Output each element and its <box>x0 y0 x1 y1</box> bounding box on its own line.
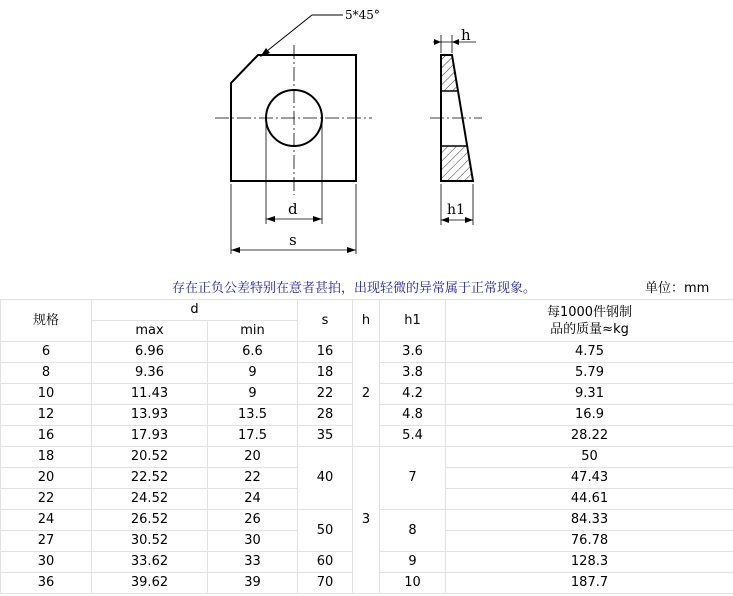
cell-s: 70 <box>298 573 353 594</box>
cell-spec: 27 <box>1 531 92 552</box>
cell-spec: 6 <box>1 342 92 363</box>
h1-label: h1 <box>447 202 465 218</box>
header-mass-line2: 品的质量≈kg <box>550 321 629 337</box>
cell-s: 50 <box>298 510 353 552</box>
cell-h1: 9 <box>380 552 446 573</box>
notice-bar <box>0 274 733 298</box>
unit-label: 单位：mm <box>645 281 710 296</box>
cell-h: 2 <box>353 342 380 447</box>
cell-spec: 30 <box>1 552 92 573</box>
header-s: s <box>298 300 353 342</box>
cell-mass: 76.78 <box>446 531 733 552</box>
cell-d-max: 22.52 <box>92 468 208 489</box>
cell-h1: 4.8 <box>380 405 446 426</box>
header-mass <box>446 300 733 342</box>
cell-h1: 5.4 <box>380 426 446 447</box>
h-arrow-right <box>452 39 459 45</box>
cell-spec: 24 <box>1 510 92 531</box>
cell-d-min: 24 <box>208 489 298 510</box>
cell-d-max: 20.52 <box>92 447 208 468</box>
table-row <box>1 342 733 363</box>
cell-s: 35 <box>298 426 353 447</box>
cell-d-max: 30.52 <box>92 531 208 552</box>
cell-d-min: 17.5 <box>208 426 298 447</box>
cell-s: 18 <box>298 363 353 384</box>
cell-mass: 5.79 <box>446 363 733 384</box>
cell-d-min: 26 <box>208 510 298 531</box>
s-arrow-right <box>347 247 356 253</box>
cell-s: 22 <box>298 384 353 405</box>
cell-d-max: 11.43 <box>92 384 208 405</box>
cell-d-min: 9 <box>208 384 298 405</box>
cell-d-min: 13.5 <box>208 405 298 426</box>
cell-d-max: 9.36 <box>92 363 208 384</box>
cell-d-min: 9 <box>208 363 298 384</box>
cell-mass: 28.22 <box>446 426 733 447</box>
cell-spec: 8 <box>1 363 92 384</box>
cell-d-max: 6.96 <box>92 342 208 363</box>
chamfer-label: 5*45° <box>345 8 380 22</box>
h-label: h <box>461 26 471 44</box>
d-arrow-right <box>313 216 322 222</box>
cell-mass: 128.3 <box>446 552 733 573</box>
header-spec: 规格 <box>1 300 92 342</box>
cell-spec: 10 <box>1 384 92 405</box>
header-d-min: min <box>208 321 298 342</box>
cell-d-min: 30 <box>208 531 298 552</box>
cell-h1: 4.2 <box>380 384 446 405</box>
cell-d-max: 26.52 <box>92 510 208 531</box>
cell-d-max: 17.93 <box>92 426 208 447</box>
tolerance-notice: 存在正负公差特别在意者甚拍，出现轻微的异常属于正常现象。 <box>172 281 537 296</box>
header-mass-line1: 每1000件钢制 <box>546 304 633 320</box>
cell-mass: 84.33 <box>446 510 733 531</box>
d-label: d <box>288 200 298 218</box>
cell-d-min: 20 <box>208 447 298 468</box>
cell-mass: 187.7 <box>446 573 733 594</box>
cell-spec: 20 <box>1 468 92 489</box>
cell-d-min: 6.6 <box>208 342 298 363</box>
cell-h: 3 <box>353 447 380 594</box>
cell-mass: 4.75 <box>446 342 733 363</box>
cell-d-max: 13.93 <box>92 405 208 426</box>
cell-d-max: 39.62 <box>92 573 208 594</box>
cell-d-max: 33.62 <box>92 552 208 573</box>
cell-h1: 7 <box>380 447 446 510</box>
cell-s: 40 <box>298 447 353 510</box>
cell-spec: 22 <box>1 489 92 510</box>
s-arrow-left <box>231 247 240 253</box>
header-h1: h1 <box>380 300 446 342</box>
side-view <box>430 26 482 225</box>
cell-spec: 12 <box>1 405 92 426</box>
d-arrow-left <box>266 216 275 222</box>
washer-technical-drawing <box>0 0 733 270</box>
front-view <box>215 8 380 254</box>
header-d: d <box>92 300 298 321</box>
cell-mass: 16.9 <box>446 405 733 426</box>
table-row <box>1 447 733 468</box>
header-h: h <box>353 300 380 342</box>
cell-spec: 18 <box>1 447 92 468</box>
spec-table <box>0 299 733 594</box>
cell-d-max: 24.52 <box>92 489 208 510</box>
cell-d-min: 39 <box>208 573 298 594</box>
cell-s: 28 <box>298 405 353 426</box>
cell-mass: 50 <box>446 447 733 468</box>
cell-mass: 44.61 <box>446 489 733 510</box>
cell-spec: 36 <box>1 573 92 594</box>
cell-d-min: 33 <box>208 552 298 573</box>
cell-mass: 9.31 <box>446 384 733 405</box>
chamfer-leader-diagonal <box>262 15 312 55</box>
cell-s: 16 <box>298 342 353 363</box>
header-d-max: max <box>92 321 208 342</box>
s-label: s <box>289 231 297 249</box>
h-arrow-left <box>434 39 441 45</box>
cell-s: 60 <box>298 552 353 573</box>
cell-d-min: 22 <box>208 468 298 489</box>
h1-arrow-right <box>465 217 473 223</box>
cell-h1: 10 <box>380 573 446 594</box>
cell-h1: 3.6 <box>380 342 446 363</box>
cell-mass: 47.43 <box>446 468 733 489</box>
cell-h1: 8 <box>380 510 446 552</box>
cell-h1: 3.8 <box>380 363 446 384</box>
cell-spec: 16 <box>1 426 92 447</box>
